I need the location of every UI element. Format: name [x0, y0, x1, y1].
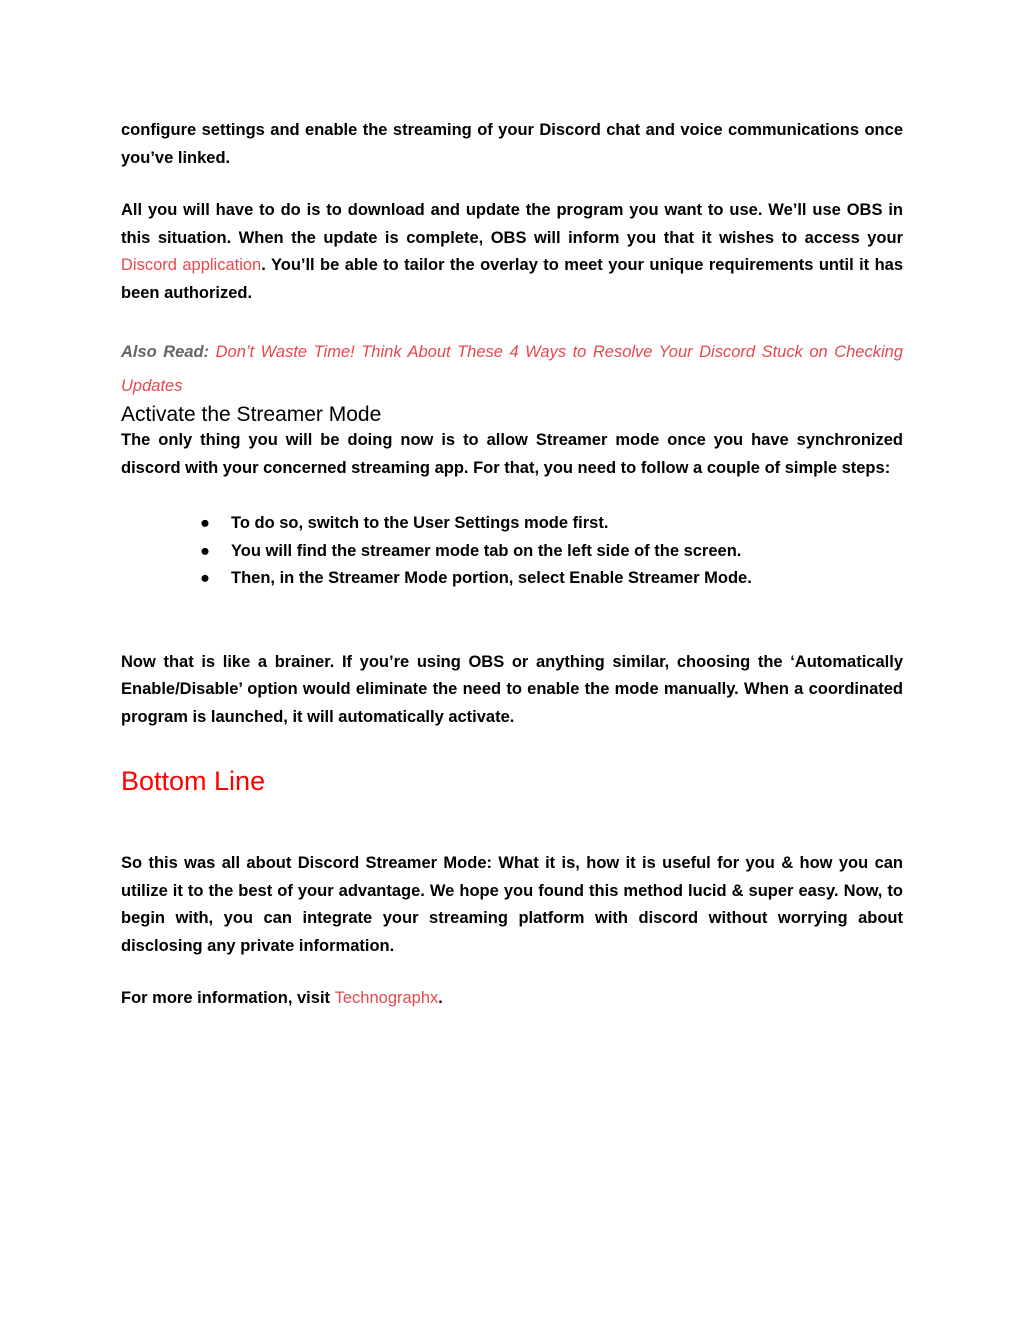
download-text: All you will have to do is to download and update the program you want to use. We’ll use OBS in this situation. When the update is complete, OBS will inform you that it wishes to access your: [121, 201, 903, 247]
document-page: [121, 117, 903, 1013]
list-item-text: To do so, switch to the User Settings mode first.: [231, 514, 609, 532]
more-info-text: For more information, visit: [121, 989, 335, 1007]
also-read-line: [121, 335, 903, 403]
more-info-line: [121, 985, 903, 1013]
summary-paragraph: So this was all about Discord Streamer Mode: What it is, how it is useful for you & how you can utilize it to the best of your advantage. We hope you found this method lucid & super easy. Now, to begin with, you can integrate your streaming platform with discord without worrying about disclosing any private information.: [121, 854, 903, 955]
steps-list: [121, 510, 903, 593]
also-read-label: Also Read:: [121, 343, 210, 361]
list-item: [200, 510, 903, 538]
streamer-paragraph: The only thing you will be doing now is to allow Streamer mode once you have synchronized discord with your concerned streaming app. For that, you need to follow a couple of simple steps:: [121, 431, 903, 477]
list-item: [200, 565, 903, 593]
activate-heading: Activate the Streamer Mode: [121, 403, 382, 426]
also-read-link[interactable]: Don’t Waste Time! Think About These 4 Ways to Resolve Your Discord Stuck on Checking Updates: [121, 343, 903, 395]
more-info-period: .: [438, 989, 443, 1007]
bullet-icon: ●: [200, 569, 210, 587]
discord-application-link[interactable]: Discord application: [121, 256, 262, 274]
technographx-link[interactable]: Technographx: [334, 989, 439, 1007]
list-item-text: You will find the streamer mode tab on the left side of the screen.: [231, 541, 742, 560]
list-item: [200, 538, 903, 566]
bullet-icon: ●: [200, 514, 210, 532]
bottom-line-heading: Bottom Line: [121, 766, 266, 796]
download-text-end: . You’ll be able to tailor the overlay to meet your unique requirements until it has been authorized.: [121, 256, 904, 302]
bullet-icon: ●: [200, 541, 210, 560]
obs-paragraph: Now that is like a brainer. If you’re using OBS or anything similar, choosing the ‘Automatically Enable/Disable’ option would eliminate the need to enable the mode manually. When a coordinated program is launched, it will automatically activate.: [121, 652, 903, 726]
download-paragraph: [121, 197, 903, 307]
intro-paragraph: configure settings and enable the streaming of your Discord chat and voice communications once you’ve linked.: [121, 121, 903, 167]
list-item-text: Then, in the Streamer Mode portion, select Enable Streamer Mode.: [231, 569, 752, 587]
